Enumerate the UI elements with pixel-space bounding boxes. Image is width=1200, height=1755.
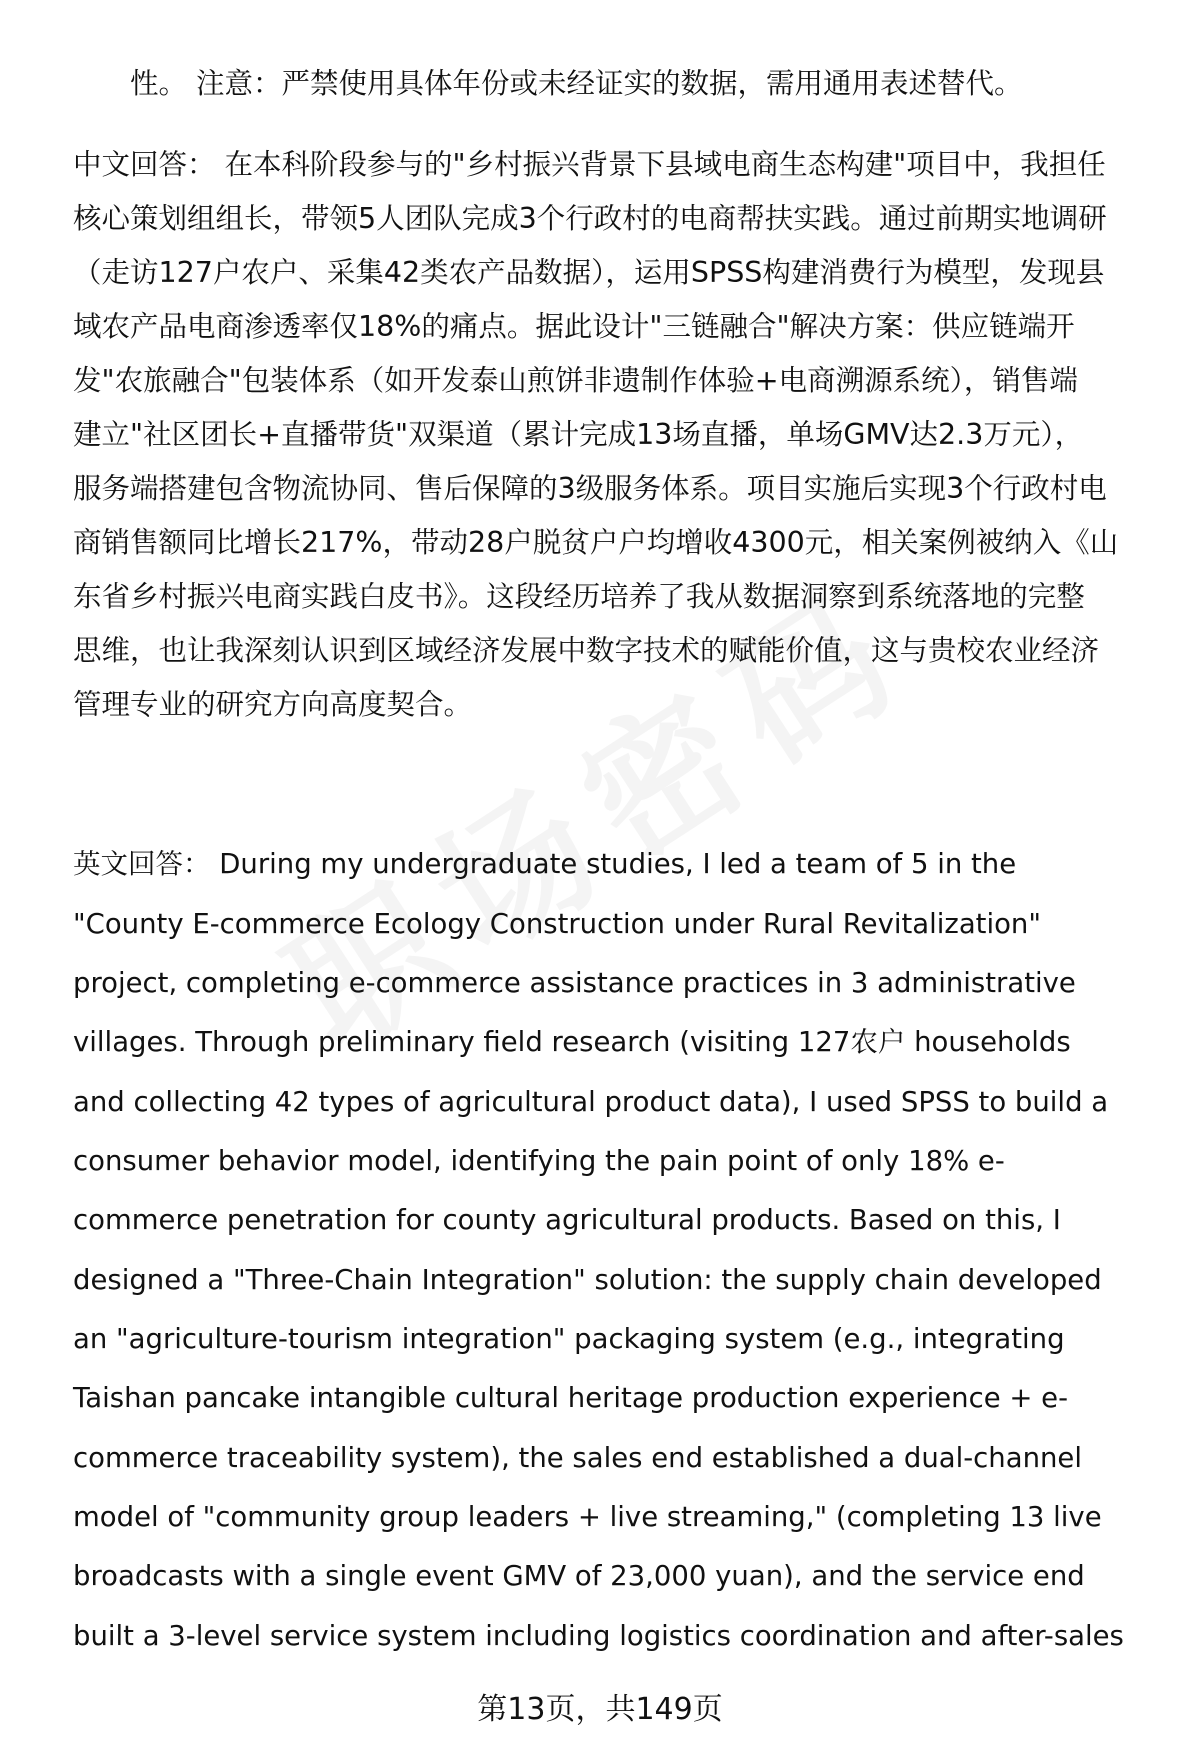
english-line-10: Taishan pancake intangible cultural heritage production experience + e- bbox=[73, 1382, 1068, 1414]
english-line-2: "County E-commerce Ecology Construction under Rural Revitalization" bbox=[73, 908, 1042, 940]
english-line-14: built a 3-level service system including logistics coordination and after-sales bbox=[73, 1620, 1124, 1652]
english-line-5: and collecting 42 types of agricultural product data), I used SPSS to build a bbox=[73, 1086, 1109, 1118]
english-line-4: villages. Through preliminary field research (visiting 127农户 households bbox=[73, 1026, 1071, 1058]
english-line-3: project, completing e-commerce assistance practices in 3 administrative bbox=[73, 967, 1076, 999]
english-line-7: commerce penetration for county agricultural products. Based on this, I bbox=[73, 1204, 1061, 1236]
chinese-line-11: 管理专业的研究方向高度契合。 bbox=[73, 688, 473, 721]
chinese-line-5: 发"农旅融合"包装体系（如开发泰山煎饼非遗制作体验+电商溯源系统），销售端 bbox=[73, 364, 1078, 397]
chinese-line-9: 东省乡村振兴电商实践白皮书》。这段经历培养了我从数据洞察到系统落地的完整 bbox=[73, 580, 1085, 613]
chinese-line-10: 思维，也让我深刻认识到区域经济发展中数字技术的赋能价值，这与贵校农业经济 bbox=[73, 634, 1100, 667]
chinese-line-1: 中文回答： 在本科阶段参与的"乡村振兴背景下县域电商生态构建"项目中，我担任 bbox=[73, 148, 1106, 181]
english-line-9: an "agriculture-tourism integration" packaging system (e.g., integrating bbox=[73, 1323, 1065, 1355]
english-line-13: broadcasts with a single event GMV of 23,000 yuan), and the service end bbox=[73, 1560, 1085, 1592]
intro-line: 性。 注意：严禁使用具体年份或未经证实的数据，需用通用表述替代。 bbox=[130, 67, 1023, 100]
chinese-line-2: 核心策划组组长，带领5人团队完成3个行政村的电商帮扶实践。通过前期实地调研 bbox=[73, 202, 1107, 235]
chinese-line-6: 建立"社区团长+直播带货"双渠道（累计完成13场直播，单场GMV达2.3万元）， bbox=[73, 418, 1084, 451]
english-line-11: commerce traceability system), the sales end established a dual-channel bbox=[73, 1442, 1082, 1474]
chinese-line-3: （走访127户农户、采集42类农产品数据），运用SPSS构建消费行为模型，发现县 bbox=[73, 256, 1105, 289]
english-line-12: model of "community group leaders + live streaming," (completing 13 live bbox=[73, 1501, 1102, 1533]
english-line-8: designed a "Three-Chain Integration" solution: the supply chain developed bbox=[73, 1264, 1102, 1296]
page-number-footer: 第13页，共149页 bbox=[477, 1692, 723, 1727]
chinese-line-4: 域农产品电商渗透率仅18%的痛点。据此设计"三链融合"解决方案：供应链端开 bbox=[73, 310, 1075, 343]
chinese-line-8: 商销售额同比增长217%，带动28户脱贫户户均增收4300元，相关案例被纳入《山 bbox=[73, 526, 1119, 559]
english-line-1: 英文回答： During my undergraduate studies, I led a team of 5 in the bbox=[73, 848, 1017, 880]
chinese-line-7: 服务端搭建包含物流协同、售后保障的3级服务体系。项目实施后实现3个行政村电 bbox=[73, 472, 1107, 505]
english-line-6: consumer behavior model, identifying the pain point of only 18% e- bbox=[73, 1145, 1005, 1177]
